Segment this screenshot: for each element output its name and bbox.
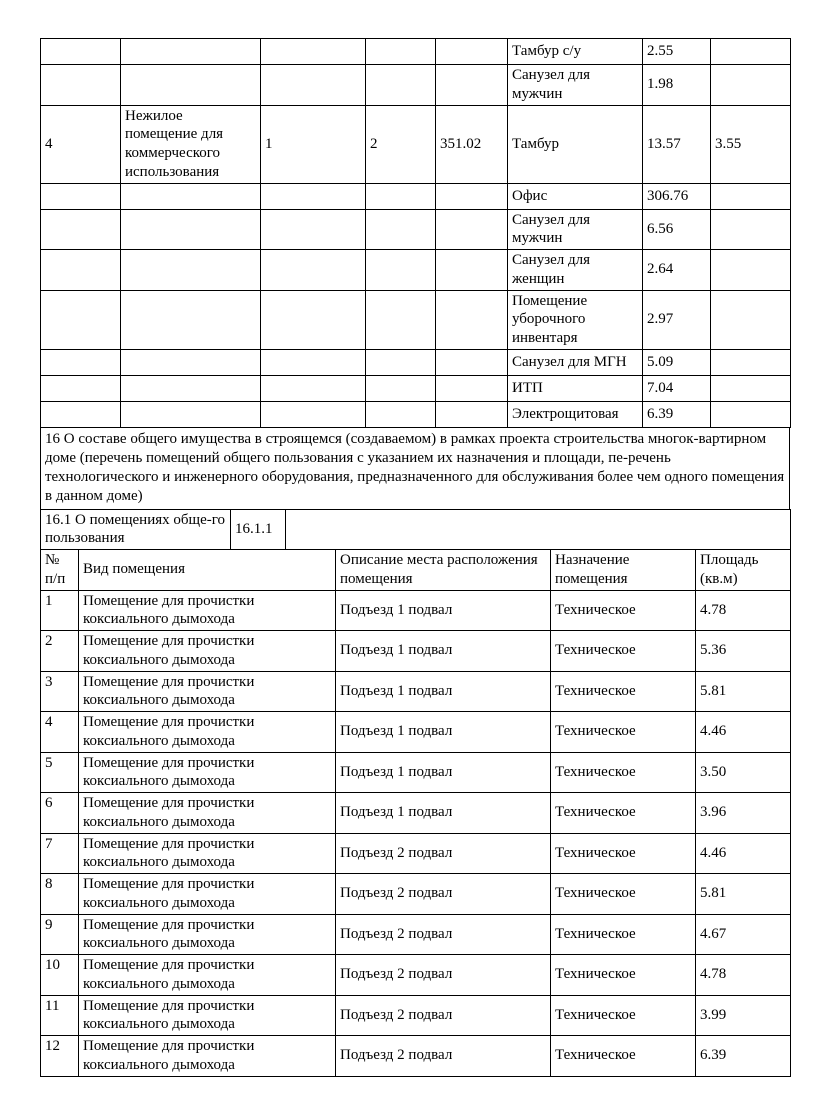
cell-purpose: Техническое <box>551 671 696 712</box>
cell-col3: 1 <box>261 105 366 183</box>
table-row <box>41 833 791 874</box>
cell-room-area: 1.98 <box>643 65 711 106</box>
cell-premise-kind: Помещение для прочистки коксиального дымохода <box>79 793 336 834</box>
cell-col4 <box>366 401 436 427</box>
cell-premise-kind: Помещение для прочистки коксиального дымохода <box>79 752 336 793</box>
cell-col3 <box>261 65 366 106</box>
cell-total-area <box>436 250 508 291</box>
cell-room-area: 2.64 <box>643 250 711 291</box>
cell-premise-type <box>121 209 261 250</box>
cell-item-number <box>41 65 121 106</box>
cell-col3 <box>261 401 366 427</box>
cell-room-name: Санузел для женщин <box>508 250 643 291</box>
cell-location: Подъезд 2 подвал <box>336 1036 551 1077</box>
cell-col4 <box>366 290 436 349</box>
cell-item-number <box>41 349 121 375</box>
table-row <box>41 39 791 65</box>
table-row <box>41 712 791 753</box>
cell-premise-type <box>121 65 261 106</box>
cell-room-area: 2.97 <box>643 290 711 349</box>
cell-col3 <box>261 39 366 65</box>
table-row <box>41 995 791 1036</box>
cell-row-number: 6 <box>41 793 79 834</box>
cell-room-name: Тамбур <box>508 105 643 183</box>
cell-col4 <box>366 250 436 291</box>
cell-col3 <box>261 375 366 401</box>
cell-item-number <box>41 250 121 291</box>
cell-room-area: 7.04 <box>643 375 711 401</box>
cell-location: Подъезд 2 подвал <box>336 833 551 874</box>
cell-premise-type <box>121 401 261 427</box>
cell-row-number: 12 <box>41 1036 79 1077</box>
cell-extra-area <box>711 39 791 65</box>
cell-room-name: Санузел для мужчин <box>508 65 643 106</box>
common-premises-table <box>40 549 791 1077</box>
cell-item-number <box>41 375 121 401</box>
cell-area: 5.81 <box>696 874 791 915</box>
cell-room-area: 13.57 <box>643 105 711 183</box>
cell-col4 <box>366 65 436 106</box>
cell-total-area: 351.02 <box>436 105 508 183</box>
cell-room-name: Тамбур с/у <box>508 39 643 65</box>
header-number: № п/п <box>41 550 79 591</box>
cell-col4 <box>366 375 436 401</box>
table-row <box>41 290 791 349</box>
cell-total-area <box>436 375 508 401</box>
cell-premise-kind: Помещение для прочистки коксиального дымохода <box>79 1036 336 1077</box>
cell-area: 4.78 <box>696 955 791 996</box>
cell-col3 <box>261 250 366 291</box>
cell-premise-kind: Помещение для прочистки коксиального дымохода <box>79 995 336 1036</box>
cell-col3 <box>261 183 366 209</box>
cell-extra-area <box>711 209 791 250</box>
cell-room-area: 306.76 <box>643 183 711 209</box>
cell-col4 <box>366 183 436 209</box>
cell-area: 3.50 <box>696 752 791 793</box>
cell-purpose: Техническое <box>551 752 696 793</box>
cell-row-number: 2 <box>41 631 79 672</box>
cell-row-number: 9 <box>41 914 79 955</box>
table-row <box>41 375 791 401</box>
cell-extra-area <box>711 349 791 375</box>
header-kind: Вид помещения <box>79 550 336 591</box>
cell-col4 <box>366 39 436 65</box>
cell-purpose: Техническое <box>551 833 696 874</box>
table-row <box>41 401 791 427</box>
premises-table-body <box>41 39 791 428</box>
cell-premise-kind: Помещение для прочистки коксиального дымохода <box>79 671 336 712</box>
cell-item-number <box>41 39 121 65</box>
cell-extra-area <box>711 401 791 427</box>
table-row <box>41 250 791 291</box>
cell-row-number: 8 <box>41 874 79 915</box>
cell-room-name: ИТП <box>508 375 643 401</box>
table-row <box>41 752 791 793</box>
cell-total-area <box>436 349 508 375</box>
premises-continuation-table <box>40 38 791 428</box>
cell-area: 4.78 <box>696 590 791 631</box>
table-row <box>41 874 791 915</box>
cell-location: Подъезд 1 подвал <box>336 590 551 631</box>
cell-item-number <box>41 290 121 349</box>
cell-item-number <box>41 401 121 427</box>
cell-row-number: 11 <box>41 995 79 1036</box>
cell-location: Подъезд 2 подвал <box>336 955 551 996</box>
cell-location: Подъезд 1 подвал <box>336 631 551 672</box>
common-premises-table-body <box>41 590 791 1076</box>
cell-total-area <box>436 290 508 349</box>
cell-row-number: 1 <box>41 590 79 631</box>
cell-premise-kind: Помещение для прочистки коксиального дымохода <box>79 833 336 874</box>
cell-extra-area: 3.55 <box>711 105 791 183</box>
cell-extra-area <box>711 183 791 209</box>
cell-purpose: Техническое <box>551 914 696 955</box>
cell-row-number: 4 <box>41 712 79 753</box>
cell-purpose: Техническое <box>551 1036 696 1077</box>
cell-room-area: 2.55 <box>643 39 711 65</box>
cell-location: Подъезд 2 подвал <box>336 995 551 1036</box>
cell-purpose: Техническое <box>551 874 696 915</box>
cell-premise-kind: Помещение для прочистки коксиального дымохода <box>79 955 336 996</box>
cell-room-area: 5.09 <box>643 349 711 375</box>
cell-total-area <box>436 39 508 65</box>
table-row <box>41 65 791 106</box>
table-row <box>41 914 791 955</box>
cell-room-area: 6.39 <box>643 401 711 427</box>
cell-row-number: 3 <box>41 671 79 712</box>
cell-premise-kind: Помещение для прочистки коксиального дымохода <box>79 590 336 631</box>
header-location: Описание места расположения помещения <box>336 550 551 591</box>
cell-area: 5.81 <box>696 671 791 712</box>
cell-premise-kind: Помещение для прочистки коксиального дымохода <box>79 631 336 672</box>
cell-location: Подъезд 2 подвал <box>336 874 551 915</box>
section-16-1-row <box>40 509 791 551</box>
table-row <box>41 631 791 672</box>
cell-item-number <box>41 209 121 250</box>
cell-location: Подъезд 1 подвал <box>336 712 551 753</box>
cell-room-name: Офис <box>508 183 643 209</box>
cell-premise-type <box>121 183 261 209</box>
table-row <box>41 209 791 250</box>
cell-item-number <box>41 183 121 209</box>
cell-location: Подъезд 1 подвал <box>336 752 551 793</box>
cell-location: Подъезд 1 подвал <box>336 671 551 712</box>
cell-col3 <box>261 290 366 349</box>
cell-purpose: Техническое <box>551 955 696 996</box>
cell-premise-type <box>121 39 261 65</box>
section-16-1-code: 16.1.1 <box>231 509 286 550</box>
cell-purpose: Техническое <box>551 712 696 753</box>
cell-area: 4.67 <box>696 914 791 955</box>
cell-area: 4.46 <box>696 833 791 874</box>
table-row <box>41 955 791 996</box>
table-row <box>41 105 791 183</box>
table-row <box>41 183 791 209</box>
table-row <box>41 509 791 550</box>
cell-premise-kind: Помещение для прочистки коксиального дымохода <box>79 712 336 753</box>
cell-room-name: Санузел для МГН <box>508 349 643 375</box>
cell-area: 3.99 <box>696 995 791 1036</box>
cell-col4 <box>366 349 436 375</box>
cell-total-area <box>436 183 508 209</box>
cell-area: 3.96 <box>696 793 791 834</box>
cell-col3 <box>261 209 366 250</box>
cell-row-number: 5 <box>41 752 79 793</box>
cell-location: Подъезд 1 подвал <box>336 793 551 834</box>
cell-extra-area <box>711 65 791 106</box>
cell-purpose: Техническое <box>551 995 696 1036</box>
cell-premise-kind: Помещение для прочистки коксиального дымохода <box>79 914 336 955</box>
cell-purpose: Техническое <box>551 590 696 631</box>
cell-premise-type <box>121 349 261 375</box>
cell-location: Подъезд 2 подвал <box>336 914 551 955</box>
cell-total-area <box>436 209 508 250</box>
cell-room-name: Электрощитовая <box>508 401 643 427</box>
cell-item-number: 4 <box>41 105 121 183</box>
common-premises-table-header <box>41 550 791 591</box>
cell-area: 5.36 <box>696 631 791 672</box>
cell-area: 4.46 <box>696 712 791 753</box>
cell-premise-type <box>121 290 261 349</box>
cell-premise-type <box>121 250 261 291</box>
cell-extra-area <box>711 375 791 401</box>
cell-row-number: 7 <box>41 833 79 874</box>
cell-row-number: 10 <box>41 955 79 996</box>
section-16-1-label: 16.1 О помещениях обще-го пользования <box>41 509 231 550</box>
table-row <box>41 349 791 375</box>
cell-room-name: Помещение уборочного инвентаря <box>508 290 643 349</box>
table-row <box>41 671 791 712</box>
section-16-1-empty-cell <box>286 509 791 550</box>
cell-extra-area <box>711 250 791 291</box>
header-row <box>41 550 791 591</box>
table-row <box>41 793 791 834</box>
cell-col3 <box>261 349 366 375</box>
cell-col4: 2 <box>366 105 436 183</box>
table-row <box>41 590 791 631</box>
header-area: Площадь (кв.м) <box>696 550 791 591</box>
table-row <box>41 1036 791 1077</box>
section-16-text: 16 О составе общего имущества в строящемся (создаваемом) в рамках проекта строительства многок-вартирном доме (перечень помещений общего пользования с указанием их назначения и площади, пе-речень технологического и инженерного оборудования, предназначенного для обслуживания более чем одного помещения в данном доме) <box>40 427 790 510</box>
cell-premise-type <box>121 375 261 401</box>
cell-premise-kind: Помещение для прочистки коксиального дымохода <box>79 874 336 915</box>
cell-total-area <box>436 65 508 106</box>
cell-purpose: Техническое <box>551 631 696 672</box>
cell-purpose: Техническое <box>551 793 696 834</box>
cell-col4 <box>366 209 436 250</box>
header-purpose: Назначение помещения <box>551 550 696 591</box>
cell-extra-area <box>711 290 791 349</box>
cell-area: 6.39 <box>696 1036 791 1077</box>
cell-room-area: 6.56 <box>643 209 711 250</box>
cell-premise-type: Нежилое помещение для коммерческого использования <box>121 105 261 183</box>
cell-room-name: Санузел для мужчин <box>508 209 643 250</box>
cell-total-area <box>436 401 508 427</box>
